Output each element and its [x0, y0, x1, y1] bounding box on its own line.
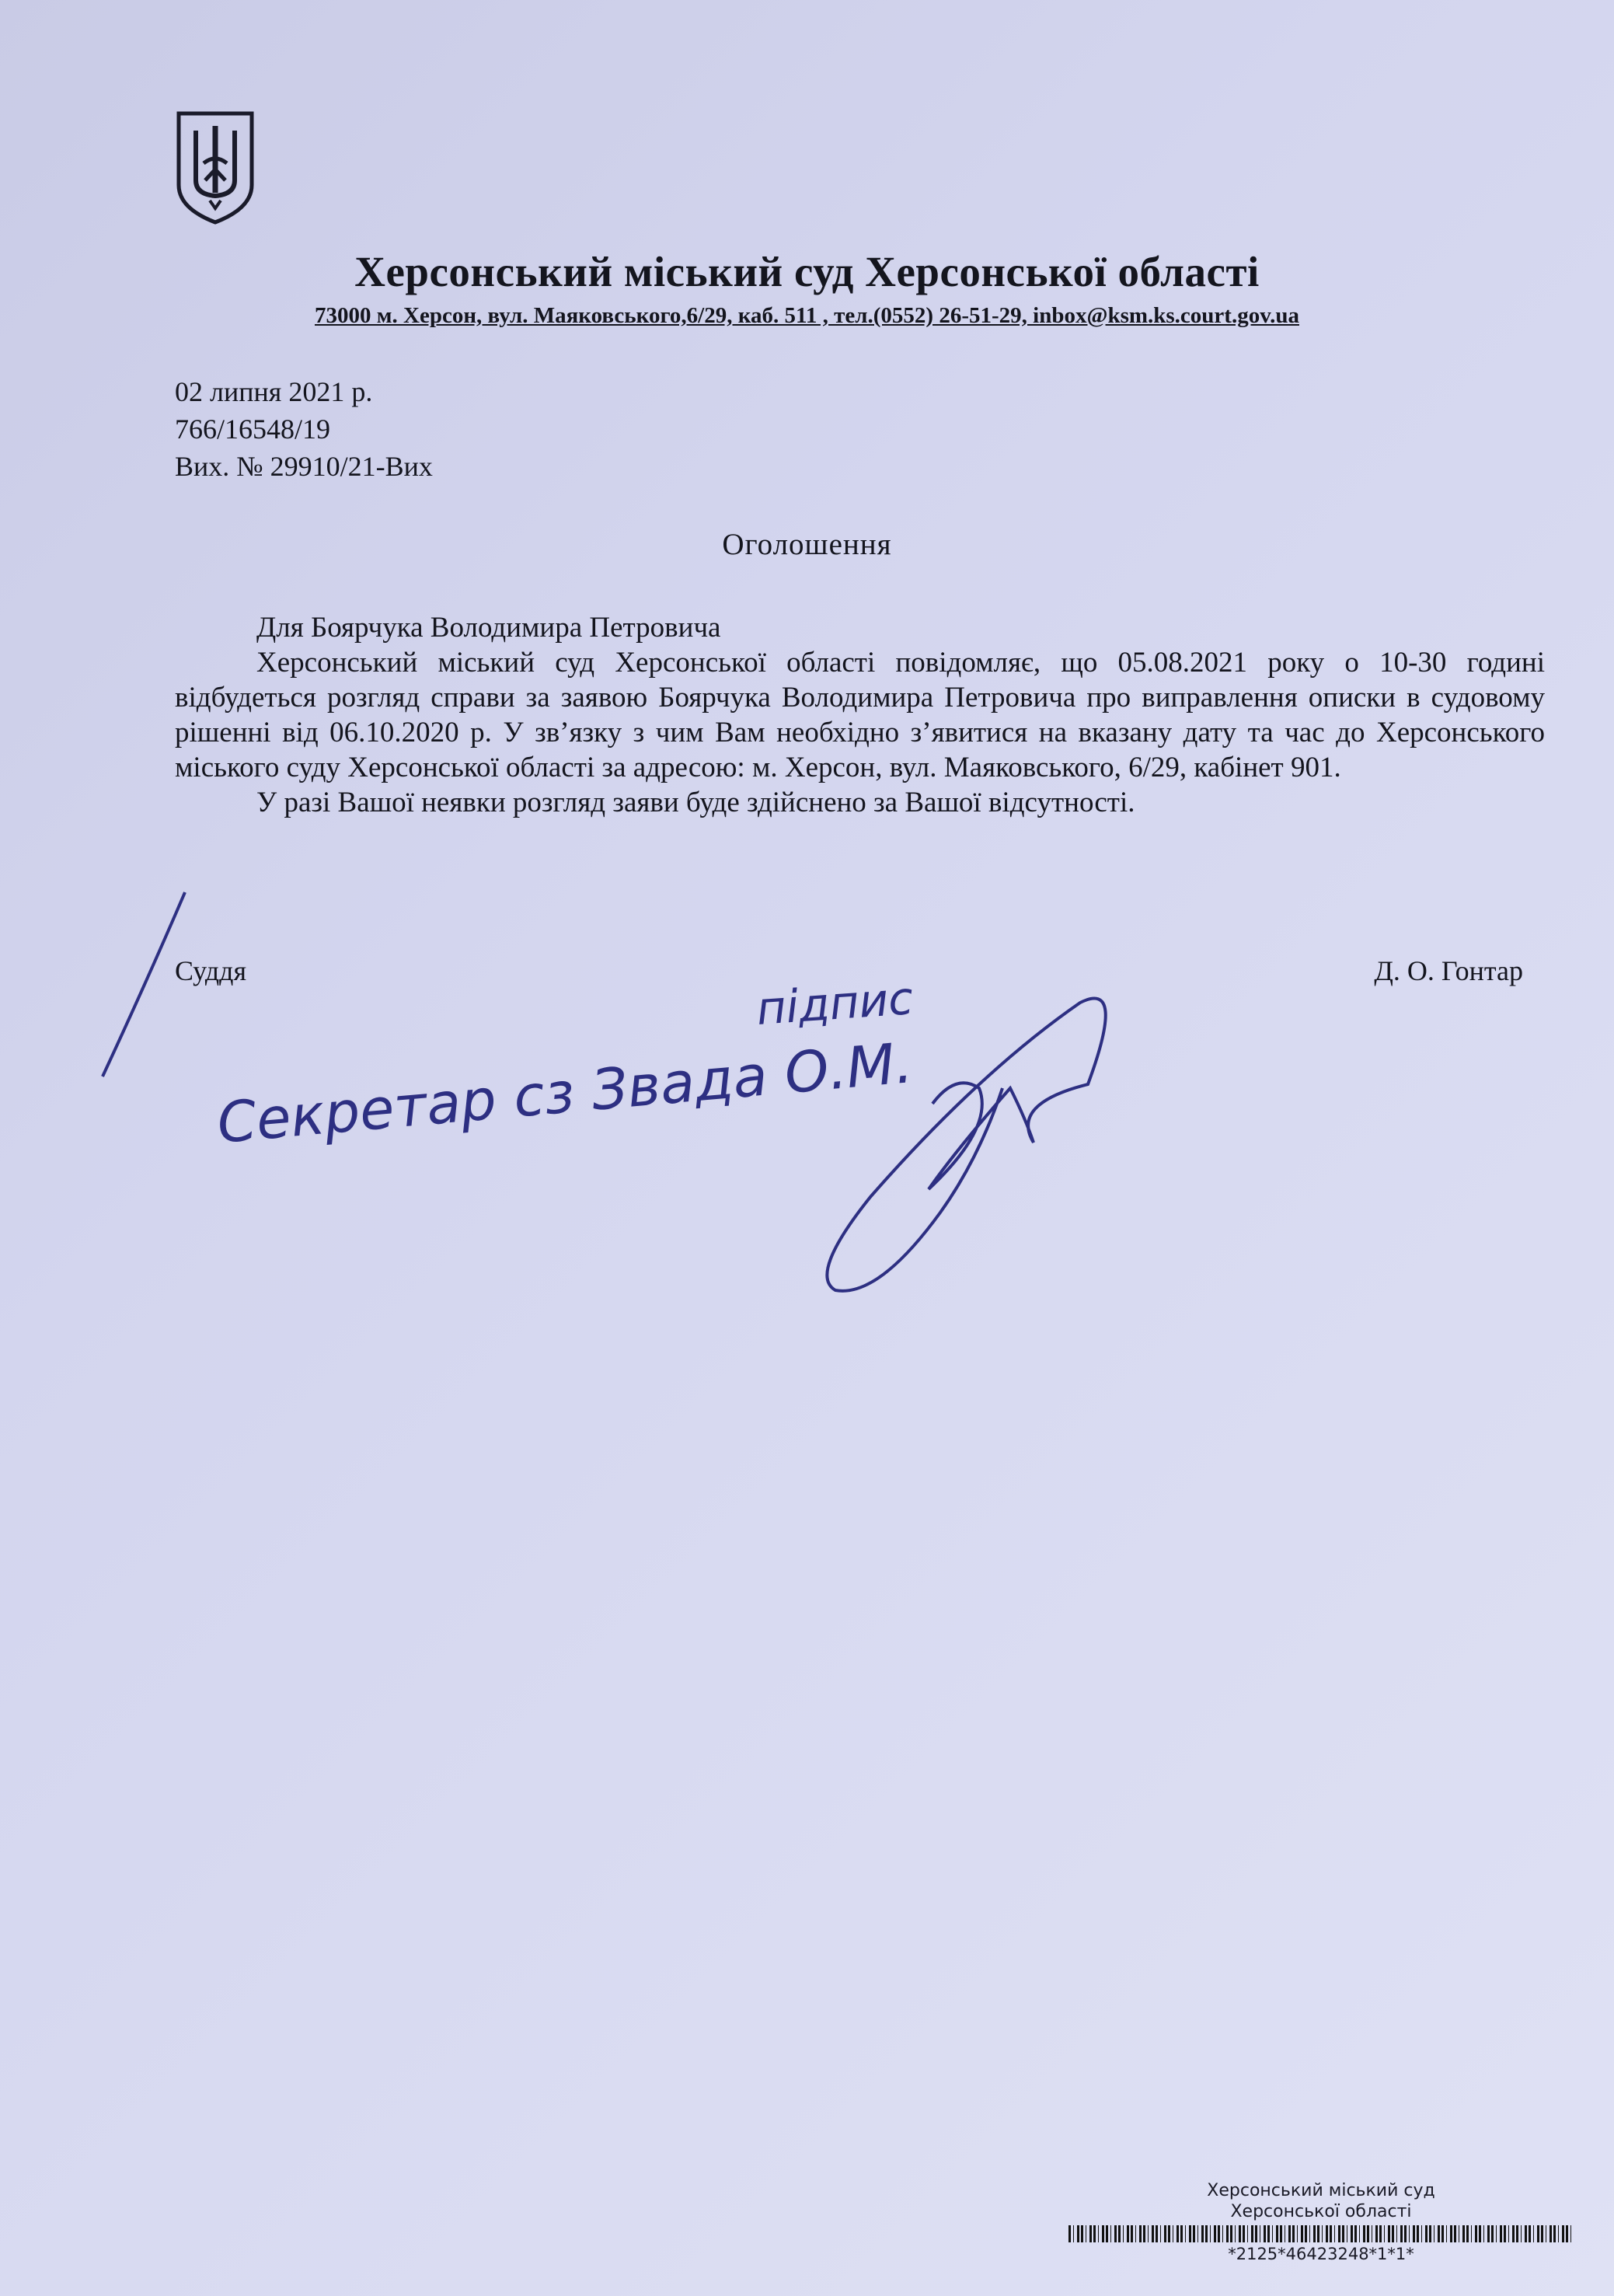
barcode: [1068, 2225, 1574, 2242]
notice-title: Оголошення: [722, 528, 892, 561]
notice-recipient: Для Боярчука Володимира Петровича: [256, 612, 721, 644]
handwritten-secretary-note: Секретар сз Звада О.М.: [214, 1030, 915, 1156]
case-number: 766/16548/19: [175, 413, 331, 445]
barcode-number: *2125*46423248*1*1*: [1228, 2245, 1414, 2263]
judge-name: Д. О. Гонтар: [1374, 955, 1523, 986]
outgoing-number: Вих. № 29910/21-Вих: [175, 451, 433, 482]
notice-paragraph-1: Херсонський міський суд Херсонської області повідомляє, що 05.08.2021 року о 10-30 годині відбудеться розгляд справи за заявою Боярчука Володимира Петровича про виправлення описки в судовому рішенні від 06.10.2020 р. У зв’язку з чим Вам необхідно з’явитися на вказану дату та час до Херсонського міського суду Херсонської області за адресою: м. Херсон, вул. Маяковського, 6/29, кабінет 901.: [175, 647, 1545, 783]
trident-coat-of-arms-icon: [173, 109, 258, 225]
handwritten-signature: [827, 999, 1105, 1291]
notice-paragraph-2: У разі Вашої неявки розгляд заяви буде здійснено за Вашої відсутності.: [256, 787, 1135, 818]
pen-stroke-mark: [103, 892, 185, 1076]
stamp-line-2: Херсонської області: [1230, 2202, 1412, 2221]
registration-stamp: [1065, 2180, 1577, 2265]
notice-body: [175, 610, 1545, 820]
judge-label: Суддя: [175, 955, 247, 986]
court-name: Херсонський міський суд Херсонської області: [354, 248, 1260, 295]
stamp-line-1: Херсонський міський суд: [1207, 2181, 1435, 2200]
handwritten-word: підпис: [755, 972, 915, 1035]
document-meta: [175, 373, 433, 485]
document-date: 02 липня 2021 р.: [175, 376, 373, 407]
court-address: 73000 м. Херсон, вул. Маяковського,6/29, каб. 511 , тел.(0552) 26-51-29, inbox@ksm.ks.court.gov.ua: [315, 303, 1299, 328]
